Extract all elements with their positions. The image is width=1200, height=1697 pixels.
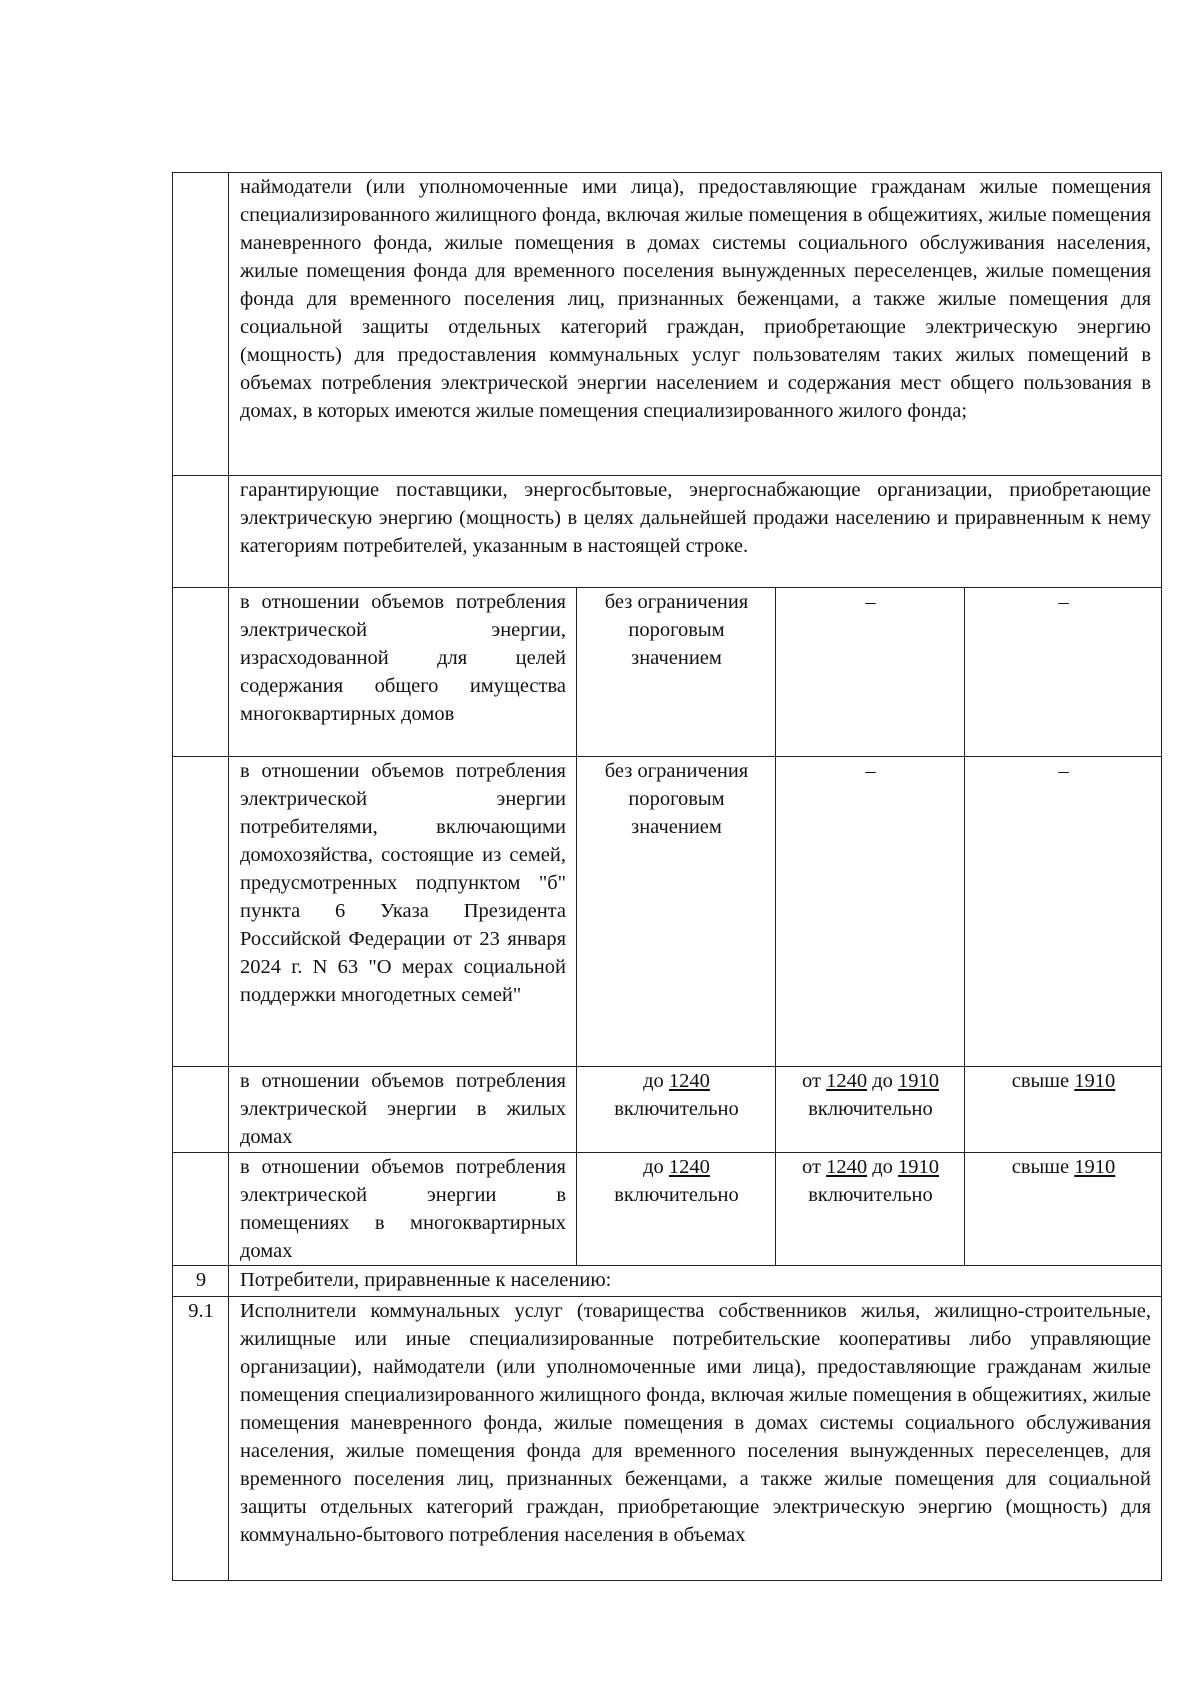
row-number-cell — [173, 1067, 229, 1153]
threshold-prefix: от — [801, 1156, 827, 1178]
threshold-cell-3 — [965, 1153, 1162, 1266]
row-9-text: Потребители, приравненные к населению: — [229, 1266, 1162, 1297]
threshold-cell-2 — [776, 1067, 965, 1153]
threshold-cell-3: – — [965, 588, 1162, 757]
threshold-mid: до — [867, 1156, 898, 1178]
threshold-suffix: включительно — [614, 1098, 739, 1120]
threshold-link[interactable]: 1910 — [1074, 1156, 1116, 1178]
threshold-cell-1: без ограничения пороговым значением — [577, 588, 776, 757]
table-row-sub-common-property — [173, 588, 1162, 757]
threshold-suffix: включительно — [614, 1184, 739, 1206]
threshold-suffix: включительно — [808, 1098, 933, 1120]
threshold-link[interactable]: 1910 — [898, 1156, 939, 1178]
table-row-landlords — [173, 173, 1162, 476]
table-row-9-1 — [173, 1297, 1162, 1581]
row-number-cell — [173, 588, 229, 757]
row-number-cell — [173, 476, 229, 588]
tariff-table — [172, 172, 1162, 1581]
threshold-cell-1: без ограничения пороговым значением — [577, 757, 776, 1067]
threshold-prefix: от — [801, 1070, 827, 1092]
row-9-1-text: Исполнители коммунальных услуг (товарищества собственников жилья, жилищно-строительные, жилищные или иные специализированные потребительские кооперативы либо управляющие организации), наймодатели (или уполномоченные ими лица), предоставляющие гражданам жилые помещения специализированного жилищного фонда, включая жилые помещения в общежитиях, жилые помещения маневренного фонда, жилые помещения в домах системы социального обслуживания населения, жилые помещения фонда для временного поселения вынужденных переселенцев, для временного поселения лиц, признанных беженцами, а также жилые помещения для социальной защиты отдельных категорий граждан, приобретающие электрическую энергию (мощность) для коммунально-бытового потребления населения в объемах — [229, 1297, 1162, 1581]
threshold-mid: до — [867, 1070, 898, 1092]
threshold-link[interactable]: 1240 — [668, 1156, 710, 1178]
threshold-cell-2 — [776, 1153, 965, 1266]
threshold-cell-1 — [577, 1067, 776, 1153]
sub-row-description: в отношении объемов потребления электрической энергии в помещениях в многоквартирных домах — [229, 1153, 577, 1266]
table-row-suppliers — [173, 476, 1162, 588]
threshold-prefix: до — [643, 1070, 669, 1092]
threshold-link[interactable]: 1240 — [826, 1070, 868, 1092]
row-number: 9 — [173, 1266, 229, 1297]
threshold-cell-3 — [965, 1067, 1162, 1153]
threshold-cell-1 — [577, 1153, 776, 1266]
sub-row-description: в отношении объемов потребления электрической энергии потребителями, включающими домохозяйства, состоящие из семей, предусмотренных подпунктом "б" пункта 6 Указа Президента Российской Федерации от 23 января 2024 г. N 63 "О мерах социальной поддержки многодетных семей" — [229, 757, 577, 1067]
table-row-sub-large-families — [173, 757, 1162, 1067]
table-row-sub-apartments — [173, 1153, 1162, 1266]
table-row-9 — [173, 1266, 1162, 1297]
row-number-cell — [173, 173, 229, 476]
table-row-sub-houses — [173, 1067, 1162, 1153]
row-number: 9.1 — [173, 1297, 229, 1581]
threshold-cell-2: – — [776, 588, 965, 757]
threshold-prefix: свыше — [1011, 1156, 1075, 1178]
threshold-prefix: свыше — [1011, 1070, 1075, 1092]
threshold-prefix: до — [643, 1156, 669, 1178]
threshold-link[interactable]: 1910 — [898, 1070, 939, 1092]
sub-row-description: в отношении объемов потребления электрической энергии в жилых домах — [229, 1067, 577, 1153]
threshold-cell-3: – — [965, 757, 1162, 1067]
sub-row-description: в отношении объемов потребления электрической энергии, израсходованной для целей содержания общего имущества многоквартирных домов — [229, 588, 577, 757]
threshold-link[interactable]: 1240 — [826, 1156, 868, 1178]
threshold-cell-2: – — [776, 757, 965, 1067]
suppliers-text: гарантирующие поставщики, энергосбытовые, энергоснабжающие организации, приобретающие электрическую энергию (мощность) в целях дальнейшей продажи населению и приравненным к нему категориям потребителей, указанным в настоящей строке. — [229, 476, 1162, 588]
threshold-suffix: включительно — [808, 1184, 933, 1206]
landlords-text: наймодатели (или уполномоченные ими лица), предоставляющие гражданам жилые помещения специализированного жилищного фонда, включая жилые помещения в общежитиях, жилые помещения маневренного фонда, жилые помещения в домах системы социального обслуживания населения, жилые помещения фонда для временного поселения вынужденных переселенцев, жилые помещения фонда для временного поселения лиц, признанных беженцами, а также жилые помещения для социальной защиты отдельных категорий граждан, приобретающие электрическую энергию (мощность) для предоставления коммунальных услуг пользователям таких жилых помещений в объемах потребления электрической энергии населением и содержания мест общего пользования в домах, в которых имеются жилые помещения специализированного жилого фонда; — [229, 173, 1162, 476]
row-number-cell — [173, 1153, 229, 1266]
row-number-cell — [173, 757, 229, 1067]
threshold-link[interactable]: 1240 — [668, 1070, 710, 1092]
threshold-link[interactable]: 1910 — [1074, 1070, 1116, 1092]
